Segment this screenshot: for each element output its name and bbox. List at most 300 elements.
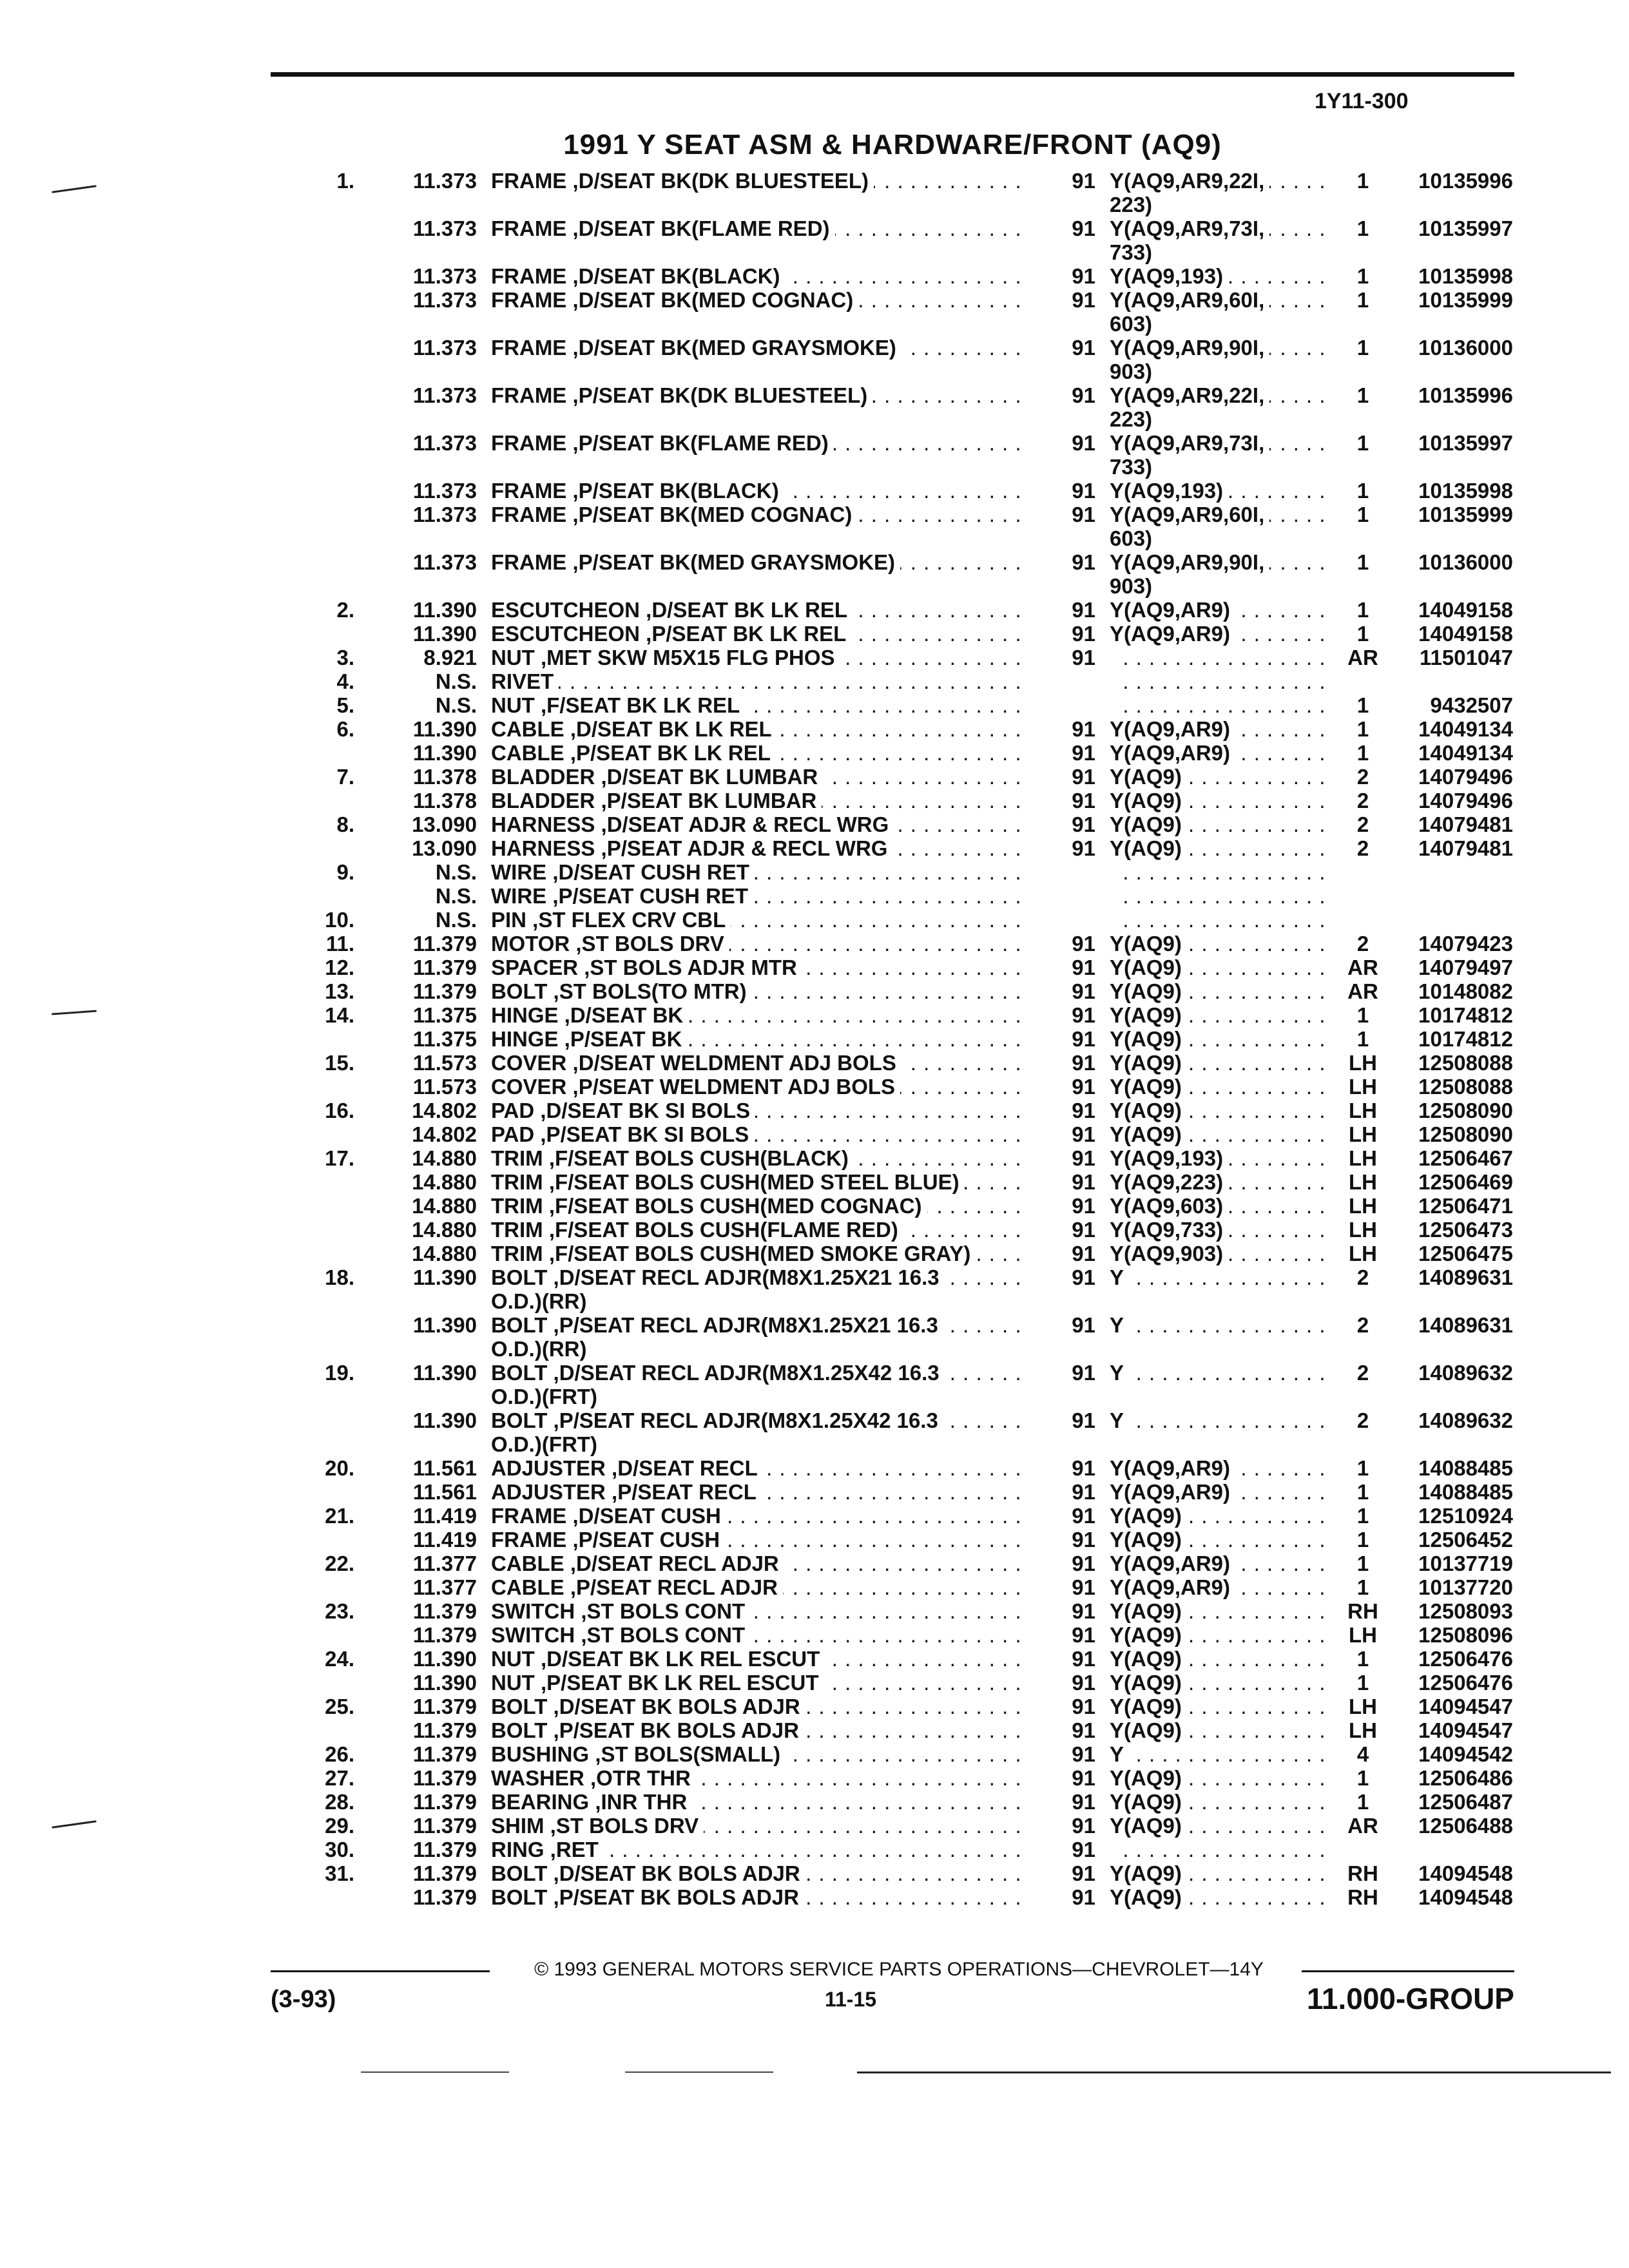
model-usage — [1110, 550, 1329, 574]
model-usage-text: Y(AQ9) — [1110, 1861, 1187, 1885]
group-number: 11.373 — [412, 216, 477, 240]
part-number: 12508093 — [1418, 1599, 1513, 1623]
model-year: 91 — [1072, 550, 1095, 574]
model-year: 91 — [1072, 288, 1095, 312]
item-number: 2. — [336, 598, 354, 622]
part-description-text: CABLE ,D/SEAT BK LK REL — [491, 717, 777, 741]
model-usage — [1110, 1790, 1329, 1814]
model-usage-text: Y(AQ9) — [1110, 1790, 1187, 1814]
table-row — [0, 1456, 1629, 1480]
parts-list — [0, 169, 1629, 1909]
model-usage — [1110, 1814, 1329, 1838]
group-number: 11.377 — [412, 1575, 477, 1599]
part-description-text — [491, 360, 496, 383]
part-number: 14088485 — [1418, 1456, 1513, 1480]
part-description-text: ADJUSTER ,P/SEAT RECL — [491, 1480, 762, 1504]
group-number: 11.561 — [412, 1480, 477, 1504]
item-number: 23. — [325, 1599, 354, 1623]
model-usage — [1110, 908, 1329, 932]
model-year: 91 — [1072, 646, 1095, 669]
model-usage-text: Y(AQ9,AR9) — [1110, 1456, 1235, 1480]
part-description-text: BOLT ,D/SEAT RECL ADJR(M8X1.25X42 16.3 — [491, 1361, 945, 1385]
quantity: 1 — [1356, 1027, 1369, 1051]
item-number: 29. — [325, 1814, 354, 1838]
group-number: 13.090 — [412, 812, 477, 836]
part-description-text: BOLT ,P/SEAT RECL ADJR(M8X1.25X21 16.3 — [491, 1313, 943, 1337]
part-description — [491, 1099, 1019, 1122]
model-year: 91 — [1072, 1361, 1095, 1385]
part-description — [491, 789, 1019, 812]
quantity: 2 — [1356, 1313, 1369, 1337]
part-description-text: PAD ,P/SEAT BK SI BOLS — [491, 1122, 754, 1146]
model-year: 91 — [1072, 1718, 1095, 1742]
part-description-text: COVER ,D/SEAT WELDMENT ADJ BOLS — [491, 1051, 901, 1075]
model-year: 91 — [1072, 836, 1095, 860]
part-number: 14089632 — [1418, 1361, 1513, 1385]
part-description — [491, 216, 1019, 240]
group-number: 14.880 — [412, 1146, 477, 1170]
table-row — [0, 1480, 1629, 1504]
item-number: 30. — [325, 1838, 354, 1861]
table-row — [0, 574, 1629, 598]
model-usage — [1110, 216, 1329, 240]
quantity: RH — [1347, 1861, 1378, 1885]
model-usage — [1110, 383, 1329, 407]
table-row — [0, 812, 1629, 836]
table-row — [0, 693, 1629, 717]
part-number: 10148082 — [1418, 979, 1513, 1003]
model-usage — [1110, 455, 1329, 479]
part-description — [491, 383, 1019, 407]
part-description-text: HARNESS ,P/SEAT ADJR & RECL WRG — [491, 836, 892, 860]
part-number: 14049134 — [1418, 741, 1513, 765]
part-description-text: BLADDER ,D/SEAT BK LUMBAR — [491, 765, 823, 789]
model-year: 91 — [1072, 979, 1095, 1003]
part-description — [491, 884, 1019, 908]
model-usage-text: 903) — [1110, 574, 1157, 598]
model-year: 91 — [1072, 1575, 1095, 1599]
part-description-text: TRIM ,F/SEAT BOLS CUSH(FLAME RED) — [491, 1218, 903, 1242]
quantity: 1 — [1356, 288, 1369, 312]
part-description-text: CABLE ,D/SEAT RECL ADJR — [491, 1552, 784, 1575]
part-number: 10135996 — [1418, 383, 1513, 407]
part-description-text: BOLT ,P/SEAT BK BOLS ADJR — [491, 1718, 804, 1742]
item-number: 15. — [325, 1051, 354, 1075]
model-year: 91 — [1072, 1504, 1095, 1528]
group-number: 11.373 — [412, 336, 477, 360]
model-usage — [1110, 1408, 1329, 1432]
part-number: 14079423 — [1418, 932, 1513, 956]
part-description-text: ADJUSTER ,D/SEAT RECL — [491, 1456, 763, 1480]
model-usage — [1110, 669, 1329, 693]
quantity: LH — [1349, 1242, 1377, 1265]
model-year: 91 — [1072, 1075, 1095, 1099]
part-description — [491, 1718, 1019, 1742]
model-usage-text: Y(AQ9) — [1110, 956, 1187, 979]
group-number: 11.373 — [412, 169, 477, 193]
model-usage — [1110, 1718, 1329, 1742]
quantity: 1 — [1356, 741, 1369, 765]
table-row — [0, 932, 1629, 956]
model-year: 91 — [1072, 789, 1095, 812]
table-row — [0, 622, 1629, 646]
part-description — [491, 1671, 1019, 1695]
part-number: 14079481 — [1418, 812, 1513, 836]
model-year: 91 — [1072, 169, 1095, 193]
group-number: 14.802 — [412, 1122, 477, 1146]
group-number: 11.390 — [412, 1671, 477, 1695]
model-usage — [1110, 169, 1329, 193]
part-description-text: RIVET — [491, 669, 559, 693]
group-number: N.S. — [435, 908, 477, 932]
group-number: 11.379 — [412, 1599, 477, 1623]
part-number: 14049158 — [1418, 622, 1513, 646]
quantity: 1 — [1356, 1528, 1369, 1552]
part-description-text: NUT ,D/SEAT BK LK REL ESCUT — [491, 1647, 825, 1671]
group-number: 11.573 — [412, 1075, 477, 1099]
part-description — [491, 932, 1019, 956]
model-year: 91 — [1072, 598, 1095, 622]
part-number: 14079496 — [1418, 789, 1513, 812]
group-number: 11.419 — [412, 1504, 477, 1528]
part-description-text: SHIM ,ST BOLS DRV — [491, 1814, 704, 1838]
model-usage — [1110, 836, 1329, 860]
model-year: 91 — [1072, 622, 1095, 646]
part-description — [491, 1432, 1019, 1456]
table-row — [0, 1718, 1629, 1742]
model-usage-text: Y(AQ9) — [1110, 979, 1187, 1003]
model-year: 91 — [1072, 383, 1095, 407]
part-description-text: WIRE ,D/SEAT CUSH RET — [491, 860, 755, 884]
table-row — [0, 1861, 1629, 1885]
part-description-text: PAD ,D/SEAT BK SI BOLS — [491, 1099, 755, 1122]
model-usage-text: Y — [1110, 1408, 1129, 1432]
table-row — [0, 1051, 1629, 1075]
part-description — [491, 979, 1019, 1003]
part-description — [491, 1647, 1019, 1671]
group-number: 11.373 — [412, 479, 477, 503]
model-usage — [1110, 1456, 1329, 1480]
part-description-text: O.D.)(RR) — [491, 1337, 592, 1361]
part-number: 14094548 — [1418, 1861, 1513, 1885]
group-number: 11.561 — [412, 1456, 477, 1480]
quantity: 1 — [1356, 622, 1369, 646]
quantity: 2 — [1356, 1408, 1369, 1432]
model-usage — [1110, 1170, 1329, 1194]
model-usage — [1110, 1194, 1329, 1218]
model-usage-text: 603) — [1110, 526, 1157, 550]
model-usage-text: Y(AQ9,903) — [1110, 1242, 1228, 1265]
group-number: 11.375 — [412, 1027, 477, 1051]
part-description-text: FRAME ,D/SEAT BK(FLAME RED) — [491, 216, 835, 240]
model-usage-text: Y — [1110, 1361, 1129, 1385]
model-year: 91 — [1072, 1242, 1095, 1265]
quantity: LH — [1349, 1623, 1377, 1647]
part-description-text: BEARING ,INR THR — [491, 1790, 692, 1814]
model-usage-text — [1110, 1432, 1115, 1456]
part-description — [491, 646, 1019, 669]
item-number: 27. — [325, 1766, 354, 1790]
group-number: 11.373 — [412, 383, 477, 407]
part-description — [491, 526, 1019, 550]
part-description — [491, 598, 1019, 622]
quantity: 1 — [1356, 717, 1369, 741]
model-year: 91 — [1072, 1814, 1095, 1838]
quantity: LH — [1349, 1051, 1377, 1075]
part-number: 14094547 — [1418, 1695, 1513, 1718]
group-number: 11.390 — [412, 622, 477, 646]
part-description-text: BOLT ,P/SEAT RECL ADJR(M8X1.25X42 16.3 — [491, 1408, 943, 1432]
item-number: 3. — [336, 646, 354, 669]
part-description-text: FRAME ,P/SEAT BK(BLACK) — [491, 479, 784, 503]
part-description — [491, 407, 1019, 431]
model-usage — [1110, 1075, 1329, 1099]
scan-artifact-line — [625, 2071, 773, 2073]
part-description — [491, 669, 1019, 693]
quantity: LH — [1349, 1218, 1377, 1242]
item-number: 26. — [325, 1742, 354, 1766]
table-row — [0, 1671, 1629, 1695]
quantity: LH — [1349, 1099, 1377, 1122]
model-year: 91 — [1072, 1170, 1095, 1194]
quantity: 1 — [1356, 1647, 1369, 1671]
model-usage — [1110, 1861, 1329, 1885]
model-usage — [1110, 789, 1329, 812]
quantity: LH — [1349, 1170, 1377, 1194]
part-description-text: FRAME ,D/SEAT BK(MED COGNAC) — [491, 288, 858, 312]
part-description — [491, 1742, 1019, 1766]
model-usage-text: Y(AQ9) — [1110, 1695, 1187, 1718]
quantity: 4 — [1356, 1742, 1369, 1766]
model-usage-text: 733) — [1110, 455, 1157, 479]
table-row — [0, 789, 1629, 812]
part-number: 14089631 — [1418, 1313, 1513, 1337]
part-description — [491, 1528, 1019, 1552]
table-row — [0, 1027, 1629, 1051]
model-usage-text: Y(AQ9) — [1110, 1003, 1187, 1027]
model-usage — [1110, 1051, 1329, 1075]
model-year: 91 — [1072, 1885, 1095, 1909]
part-description — [491, 1790, 1019, 1814]
group-number: 11.379 — [412, 1790, 477, 1814]
model-year: 91 — [1072, 956, 1095, 979]
model-usage-text: Y(AQ9) — [1110, 932, 1187, 956]
model-usage — [1110, 1695, 1329, 1718]
quantity: 1 — [1356, 1456, 1369, 1480]
model-year: 91 — [1072, 1099, 1095, 1122]
table-row — [0, 1170, 1629, 1194]
quantity: 2 — [1356, 812, 1369, 836]
part-description-text: MOTOR ,ST BOLS DRV — [491, 932, 729, 956]
model-usage — [1110, 979, 1329, 1003]
model-usage — [1110, 693, 1329, 717]
table-row — [0, 1289, 1629, 1313]
group-number: 11.373 — [412, 550, 477, 574]
part-number: 12506473 — [1418, 1218, 1513, 1242]
model-year: 91 — [1072, 336, 1095, 360]
part-number: 10174812 — [1418, 1027, 1513, 1051]
item-number: 28. — [325, 1790, 354, 1814]
quantity: 1 — [1356, 1575, 1369, 1599]
group-code: 11.000-GROUP — [1306, 1982, 1514, 2015]
part-number: 10135999 — [1418, 503, 1513, 526]
model-year: 91 — [1072, 1456, 1095, 1480]
table-row — [0, 741, 1629, 765]
table-row — [0, 240, 1629, 264]
model-usage-text: Y(AQ9) — [1110, 789, 1187, 812]
model-usage — [1110, 956, 1329, 979]
footer-rule-left — [271, 1970, 490, 1972]
part-number: 14079481 — [1418, 836, 1513, 860]
part-description-text: PIN ,ST FLEX CRV CBL — [491, 908, 731, 932]
part-description — [491, 1838, 1019, 1861]
part-description — [491, 1480, 1019, 1504]
part-description-text: O.D.)(RR) — [491, 1289, 592, 1313]
model-year: 91 — [1072, 1194, 1095, 1218]
model-usage — [1110, 1027, 1329, 1051]
part-description-text: TRIM ,F/SEAT BOLS CUSH(BLACK) — [491, 1146, 854, 1170]
part-description-text: SPACER ,ST BOLS ADJR MTR — [491, 956, 802, 979]
part-number: 12506452 — [1418, 1528, 1513, 1552]
item-number: 25. — [325, 1695, 354, 1718]
model-usage — [1110, 336, 1329, 360]
part-description — [491, 193, 1019, 216]
model-usage — [1110, 717, 1329, 741]
model-usage-text: Y(AQ9,AR9) — [1110, 622, 1235, 646]
model-usage — [1110, 646, 1329, 669]
table-row — [0, 407, 1629, 431]
part-description — [491, 1814, 1019, 1838]
model-usage-text — [1110, 1385, 1115, 1408]
table-row — [0, 1218, 1629, 1242]
model-usage — [1110, 812, 1329, 836]
part-description-text: FRAME ,P/SEAT BK(MED GRAYSMOKE) — [491, 550, 900, 574]
item-number: 10. — [325, 908, 354, 932]
model-usage-text: Y(AQ9) — [1110, 1623, 1187, 1647]
model-year: 91 — [1072, 1051, 1095, 1075]
item-number: 20. — [325, 1456, 354, 1480]
model-usage — [1110, 622, 1329, 646]
item-number: 9. — [336, 860, 354, 884]
model-usage — [1110, 1313, 1329, 1337]
model-usage-text: 733) — [1110, 240, 1157, 264]
model-year: 91 — [1072, 479, 1095, 503]
model-usage-text — [1110, 646, 1115, 669]
part-description-text: NUT ,MET SKW M5X15 FLG PHOS — [491, 646, 840, 669]
part-description-text: BOLT ,D/SEAT BK BOLS ADJR — [491, 1861, 805, 1885]
part-description — [491, 503, 1019, 526]
part-description — [491, 1456, 1019, 1480]
quantity: 1 — [1356, 431, 1369, 455]
model-usage-text: Y(AQ9,AR9,73I, — [1110, 431, 1269, 455]
part-number: 12510924 — [1418, 1504, 1513, 1528]
part-description — [491, 1695, 1019, 1718]
model-usage — [1110, 1265, 1329, 1289]
part-description — [491, 1170, 1019, 1194]
model-usage — [1110, 598, 1329, 622]
part-description-text: ESCUTCHEON ,P/SEAT BK LK REL — [491, 622, 851, 646]
model-usage — [1110, 1337, 1329, 1361]
quantity: 1 — [1356, 216, 1369, 240]
table-row — [0, 193, 1629, 216]
model-usage-text: Y(AQ9,193) — [1110, 1146, 1228, 1170]
table-row — [0, 1790, 1629, 1814]
model-usage-text: Y(AQ9) — [1110, 1051, 1187, 1075]
footer-rule-right — [1302, 1970, 1514, 1972]
quantity: 2 — [1356, 1361, 1369, 1385]
group-number: 11.379 — [412, 1814, 477, 1838]
model-usage — [1110, 1122, 1329, 1146]
part-description — [491, 264, 1019, 288]
part-number: 11501047 — [1419, 646, 1513, 669]
quantity: LH — [1349, 1146, 1377, 1170]
group-number: N.S. — [435, 884, 477, 908]
model-year: 91 — [1072, 1671, 1095, 1695]
model-usage-text: Y(AQ9) — [1110, 1122, 1187, 1146]
model-usage-text — [1110, 1289, 1115, 1313]
table-row — [0, 1695, 1629, 1718]
model-usage — [1110, 1623, 1329, 1647]
group-number: 14.802 — [412, 1099, 477, 1122]
part-description — [491, 1408, 1019, 1432]
model-usage — [1110, 932, 1329, 956]
group-number: 11.390 — [412, 1265, 477, 1289]
model-usage — [1110, 884, 1329, 908]
model-year: 91 — [1072, 1647, 1095, 1671]
table-row — [0, 264, 1629, 288]
part-description — [491, 741, 1019, 765]
table-row — [0, 1838, 1629, 1861]
model-usage — [1110, 240, 1329, 264]
model-year: 91 — [1072, 1552, 1095, 1575]
model-usage-text — [1110, 884, 1115, 908]
table-row — [0, 503, 1629, 526]
part-number: 14079497 — [1418, 956, 1513, 979]
item-number: 19. — [325, 1361, 354, 1385]
part-description-text — [491, 407, 496, 431]
model-usage-text: Y(AQ9) — [1110, 1647, 1187, 1671]
table-row — [0, 383, 1629, 407]
quantity: 1 — [1356, 479, 1369, 503]
model-usage-text: Y(AQ9,193) — [1110, 479, 1228, 503]
item-number: 24. — [325, 1647, 354, 1671]
model-usage — [1110, 1599, 1329, 1623]
part-number: 10137720 — [1418, 1575, 1513, 1599]
table-row — [0, 526, 1629, 550]
model-usage-text: Y(AQ9,AR9,60I, — [1110, 503, 1269, 526]
model-year: 91 — [1072, 216, 1095, 240]
part-number: 14094548 — [1418, 1885, 1513, 1909]
item-number: 16. — [325, 1099, 354, 1122]
model-usage — [1110, 264, 1329, 288]
model-usage-text: Y(AQ9,AR9) — [1110, 598, 1235, 622]
group-number: 11.390 — [412, 1647, 477, 1671]
model-usage-text: Y(AQ9) — [1110, 1766, 1187, 1790]
part-number: 12508088 — [1418, 1075, 1513, 1099]
model-usage — [1110, 193, 1329, 216]
item-number: 12. — [325, 956, 354, 979]
part-description — [491, 1289, 1019, 1313]
part-description-text: FRAME ,P/SEAT BK(FLAME RED) — [491, 431, 834, 455]
part-description — [491, 1075, 1019, 1099]
group-number: 11.378 — [412, 789, 477, 812]
part-description-text: FRAME ,D/SEAT BK(BLACK) — [491, 264, 786, 288]
part-description — [491, 288, 1019, 312]
model-usage — [1110, 479, 1329, 503]
model-year: 91 — [1072, 1742, 1095, 1766]
group-number: 11.373 — [412, 431, 477, 455]
table-row — [0, 1408, 1629, 1432]
